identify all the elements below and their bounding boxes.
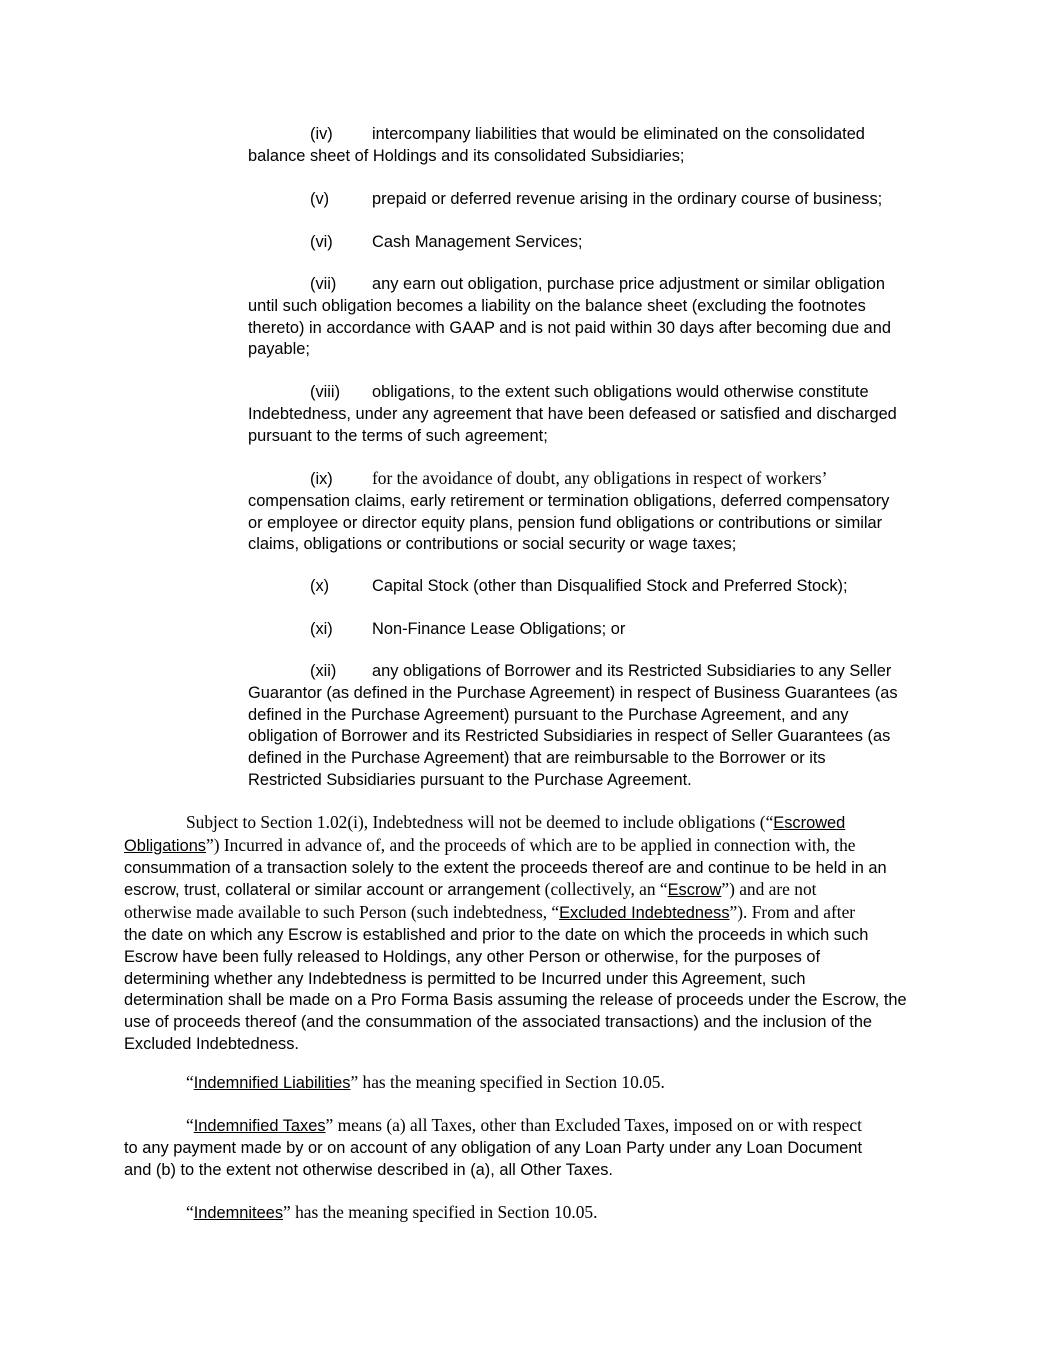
definition-text: ” has the meaning specified in Section 10.05. — [350, 1072, 665, 1092]
paragraph-text: Excluded Indebtedness. — [124, 1034, 299, 1053]
defined-term-escrow: Escrow — [667, 881, 722, 900]
clause-xi — [248, 619, 938, 641]
defined-term-escrowed-obligations: Obligations — [124, 836, 207, 855]
clause-text: any earn out obligation, purchase price adjustment or similar obligation — [372, 275, 885, 293]
clause-text: intercompany liabilities that would be eliminated on the consolidated — [372, 125, 865, 143]
definition-text: and (b) to the extent not otherwise described in (a), all Other Taxes. — [124, 1160, 613, 1179]
clause-v — [248, 189, 938, 211]
paragraph-text: determination shall be made on a Pro Forma Basis assuming the release of proceeds under the Escrow, the — [124, 991, 907, 1010]
defined-term: Indemnified Liabilities — [193, 1074, 351, 1092]
paragraph-text: the date on which any Escrow is established and prior to the date on which the proceeds in which such — [124, 925, 869, 944]
definition-text: to any payment made by or on account of any obligation of any Loan Party under any Loan Document — [124, 1138, 863, 1157]
clause-text: pursuant to the terms of such agreement; — [248, 426, 548, 445]
clause-text: thereto) in accordance with GAAP and is not paid within 30 days after becoming due and — [248, 318, 891, 337]
paragraph-text: use of proceeds thereof (and the consummation of the associated transactions) and the inclusion of the — [124, 1013, 873, 1032]
clause-text: claims, obligations or contributions or social security or wage taxes; — [248, 535, 737, 554]
clause-text: any obligations of Borrower and its Restricted Subsidiaries to any Seller — [372, 662, 892, 680]
clause-iv — [248, 124, 938, 168]
clause-number: (xii) — [310, 662, 337, 680]
clause-text: Capital Stock (other than Disqualified Stock and Preferred Stock); — [372, 577, 848, 595]
quote-mark: “ — [186, 1072, 194, 1092]
definition-indemnified-liabilities — [124, 1072, 944, 1095]
escrow-paragraph — [124, 812, 944, 1056]
clause-text: Indebtedness, under any agreement that have been defeased or satisfied and discharged — [248, 404, 897, 423]
clause-text: or employee or director equity plans, pension fund obligations or contributions or similar — [248, 513, 883, 532]
clause-number: (v) — [310, 190, 330, 208]
defined-term-excluded-indebtedness: Excluded Indebtedness — [559, 904, 730, 923]
paragraph-text: Subject to Section 1.02(i), Indebtedness will not be deemed to include obligations (“ — [186, 812, 774, 832]
paragraph-text: ”). From and after — [729, 902, 856, 923]
clause-text: Cash Management Services; — [372, 233, 583, 251]
definition-indemnified-taxes — [124, 1115, 944, 1181]
defined-term: Indemnified Taxes — [193, 1117, 326, 1135]
clause-text: obligation of Borrower and its Restricted Subsidiaries in respect of Seller Guarantees (as — [248, 727, 891, 746]
clause-text: for the avoidance of doubt, any obligations in respect of workers’ — [372, 468, 828, 488]
clause-text: prepaid or deferred revenue arising in the ordinary course of business; — [372, 190, 883, 208]
paragraph-text: consummation of a transaction solely to the extent the proceeds thereof are and continue to be held in an — [124, 858, 887, 877]
clause-text: payable; — [248, 340, 310, 359]
clause-viii — [248, 382, 938, 447]
paragraph-text: determining whether any Indebtedness is permitted to be Incurred under this Agreement, such — [124, 969, 806, 988]
paragraph-text: otherwise made available to such Person (such indebtedness, “ — [124, 902, 560, 923]
clause-number: (ix) — [310, 470, 333, 488]
clause-text: compensation claims, early retirement or termination obligations, deferred compensatory — [248, 491, 890, 510]
definition-text: ” means (a) all Taxes, other than Excluded Taxes, imposed on or with respect — [325, 1115, 862, 1135]
quote-mark: “ — [186, 1115, 194, 1135]
clause-number: (vii) — [310, 275, 337, 293]
clause-text: defined in the Purchase Agreement) pursuant to the Purchase Agreement, and any — [248, 705, 849, 724]
clause-number: (vi) — [310, 233, 333, 251]
defined-term: Indemnitees — [193, 1204, 284, 1222]
clause-xii — [248, 661, 938, 792]
clause-number: (x) — [310, 577, 330, 595]
clause-text: until such obligation becomes a liability on the balance sheet (excluding the footnotes — [248, 296, 866, 315]
clause-text: obligations, to the extent such obligations would otherwise constitute — [372, 383, 869, 401]
clause-number: (xi) — [310, 620, 333, 638]
paragraph-text: ”) Incurred in advance of, and the proceeds of which are to be applied in connection with, the — [206, 834, 856, 855]
clause-vii — [248, 274, 938, 361]
clause-number: (iv) — [310, 125, 333, 143]
clause-text: Restricted Subsidiaries pursuant to the Purchase Agreement. — [248, 770, 692, 789]
paragraph-text: ”) and are not — [721, 879, 817, 900]
clause-vi — [248, 232, 938, 254]
defined-term-escrowed-obligations: Escrowed — [773, 814, 846, 832]
clause-x — [248, 576, 938, 598]
paragraph-text: Escrow have been fully released to Holdings, any other Person or otherwise, for the purposes of — [124, 947, 821, 966]
clause-text: Non-Finance Lease Obligations; or — [372, 620, 626, 638]
paragraph-text: (collectively, an “ — [540, 879, 668, 900]
clause-number: (viii) — [310, 383, 341, 401]
definition-indemnitees — [124, 1202, 944, 1225]
definition-text: ” has the meaning specified in Section 10.05. — [283, 1202, 598, 1222]
clause-text: defined in the Purchase Agreement) that are reimbursable to the Borrower or its — [248, 749, 826, 768]
clause-text: balance sheet of Holdings and its consolidated Subsidiaries; — [248, 146, 685, 165]
clause-ix — [248, 468, 938, 556]
paragraph-text: escrow, trust, collateral or similar account or arrangement — [124, 881, 541, 900]
quote-mark: “ — [186, 1202, 194, 1222]
clause-text: Guarantor (as defined in the Purchase Agreement) in respect of Business Guarantees (as — [248, 683, 898, 702]
